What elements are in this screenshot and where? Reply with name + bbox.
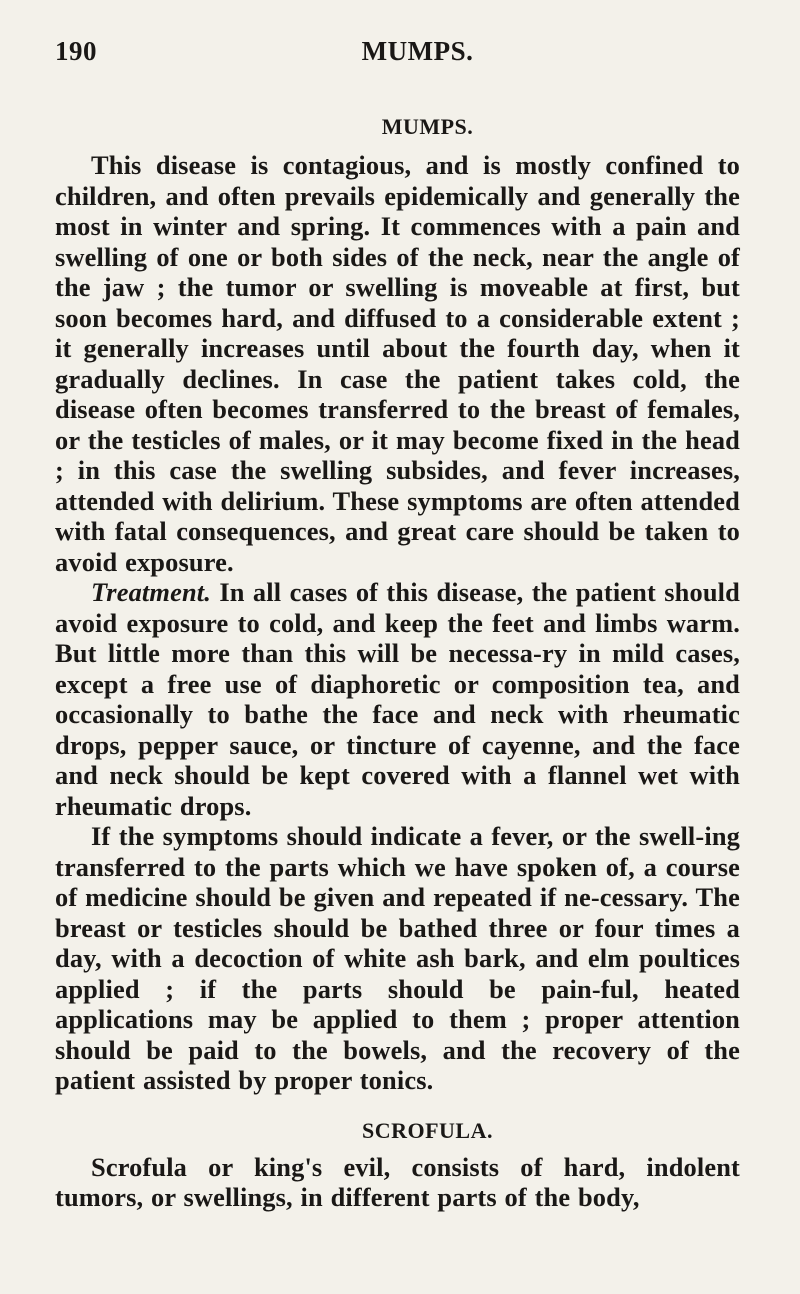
paragraph-scrofula-description [55, 1152, 740, 1213]
paragraph-mumps-description [55, 150, 740, 577]
treatment-lead: Treatment. [91, 577, 211, 607]
running-head [55, 30, 740, 74]
section-heading-scrofula: SCROFULA. [361, 1117, 493, 1143]
paragraph-text: In all cases of this disease, the patient should avoid exposure to cold, and keep the feet and limbs warm. But little more than this will be necessa-ry in mild cases, except a free use of diaphoretic or composition tea, and occasionally to bathe the face and neck with rheumatic drops, pepper sauce, or tincture of cayenne, and the face and neck should be kept covered with a flannel wet with rheumatic drops. [55, 577, 740, 821]
paragraph-mumps-treatment [55, 577, 740, 821]
paragraph-text: Scrofula or king's evil, consists of hard, indolent tumors, or swellings, in different parts of the body, [55, 1151, 740, 1212]
section-heading-mumps: MUMPS. [381, 114, 474, 139]
paragraph-mumps-fever [55, 821, 740, 1096]
paragraph-text: If the symptoms should indicate a fever, or the swell-ing transferred to the parts which we have spoken of, a course of medicine should be given and repeated if ne-cessary. The breast or testicles should be bathed three or four times a day, with a decoction of white ash bark, and elm poultices applied ; if the parts should be pain-ful, heated applications may be applied to them ; proper attention should be paid to the bowels, and the recovery of the patient assisted by proper tonics. [55, 821, 740, 1095]
paragraph-text: This disease is contagious, and is mostly confined to children, and often prevails epidemically and generally the most in winter and spring. It commences with a pain and swelling of one or both sides of the neck, near the angle of the jaw ; the tumor or swelling is moveable at first, but soon becomes hard, and diffused to a considerable extent ; it generally increases until about the fourth day, when it gradually declines. In case the patient takes cold, the disease often becomes transferred to the breast of females, or the testicles of males, or it may become fixed in the head ; in this case the swelling subsides, and fever increases, attended with delirium. These symptoms are often attended with fatal consequences, and great care should be taken to avoid exposure. [55, 150, 740, 577]
running-title: MUMPS. [361, 36, 474, 66]
page-number: 190 [55, 36, 97, 66]
